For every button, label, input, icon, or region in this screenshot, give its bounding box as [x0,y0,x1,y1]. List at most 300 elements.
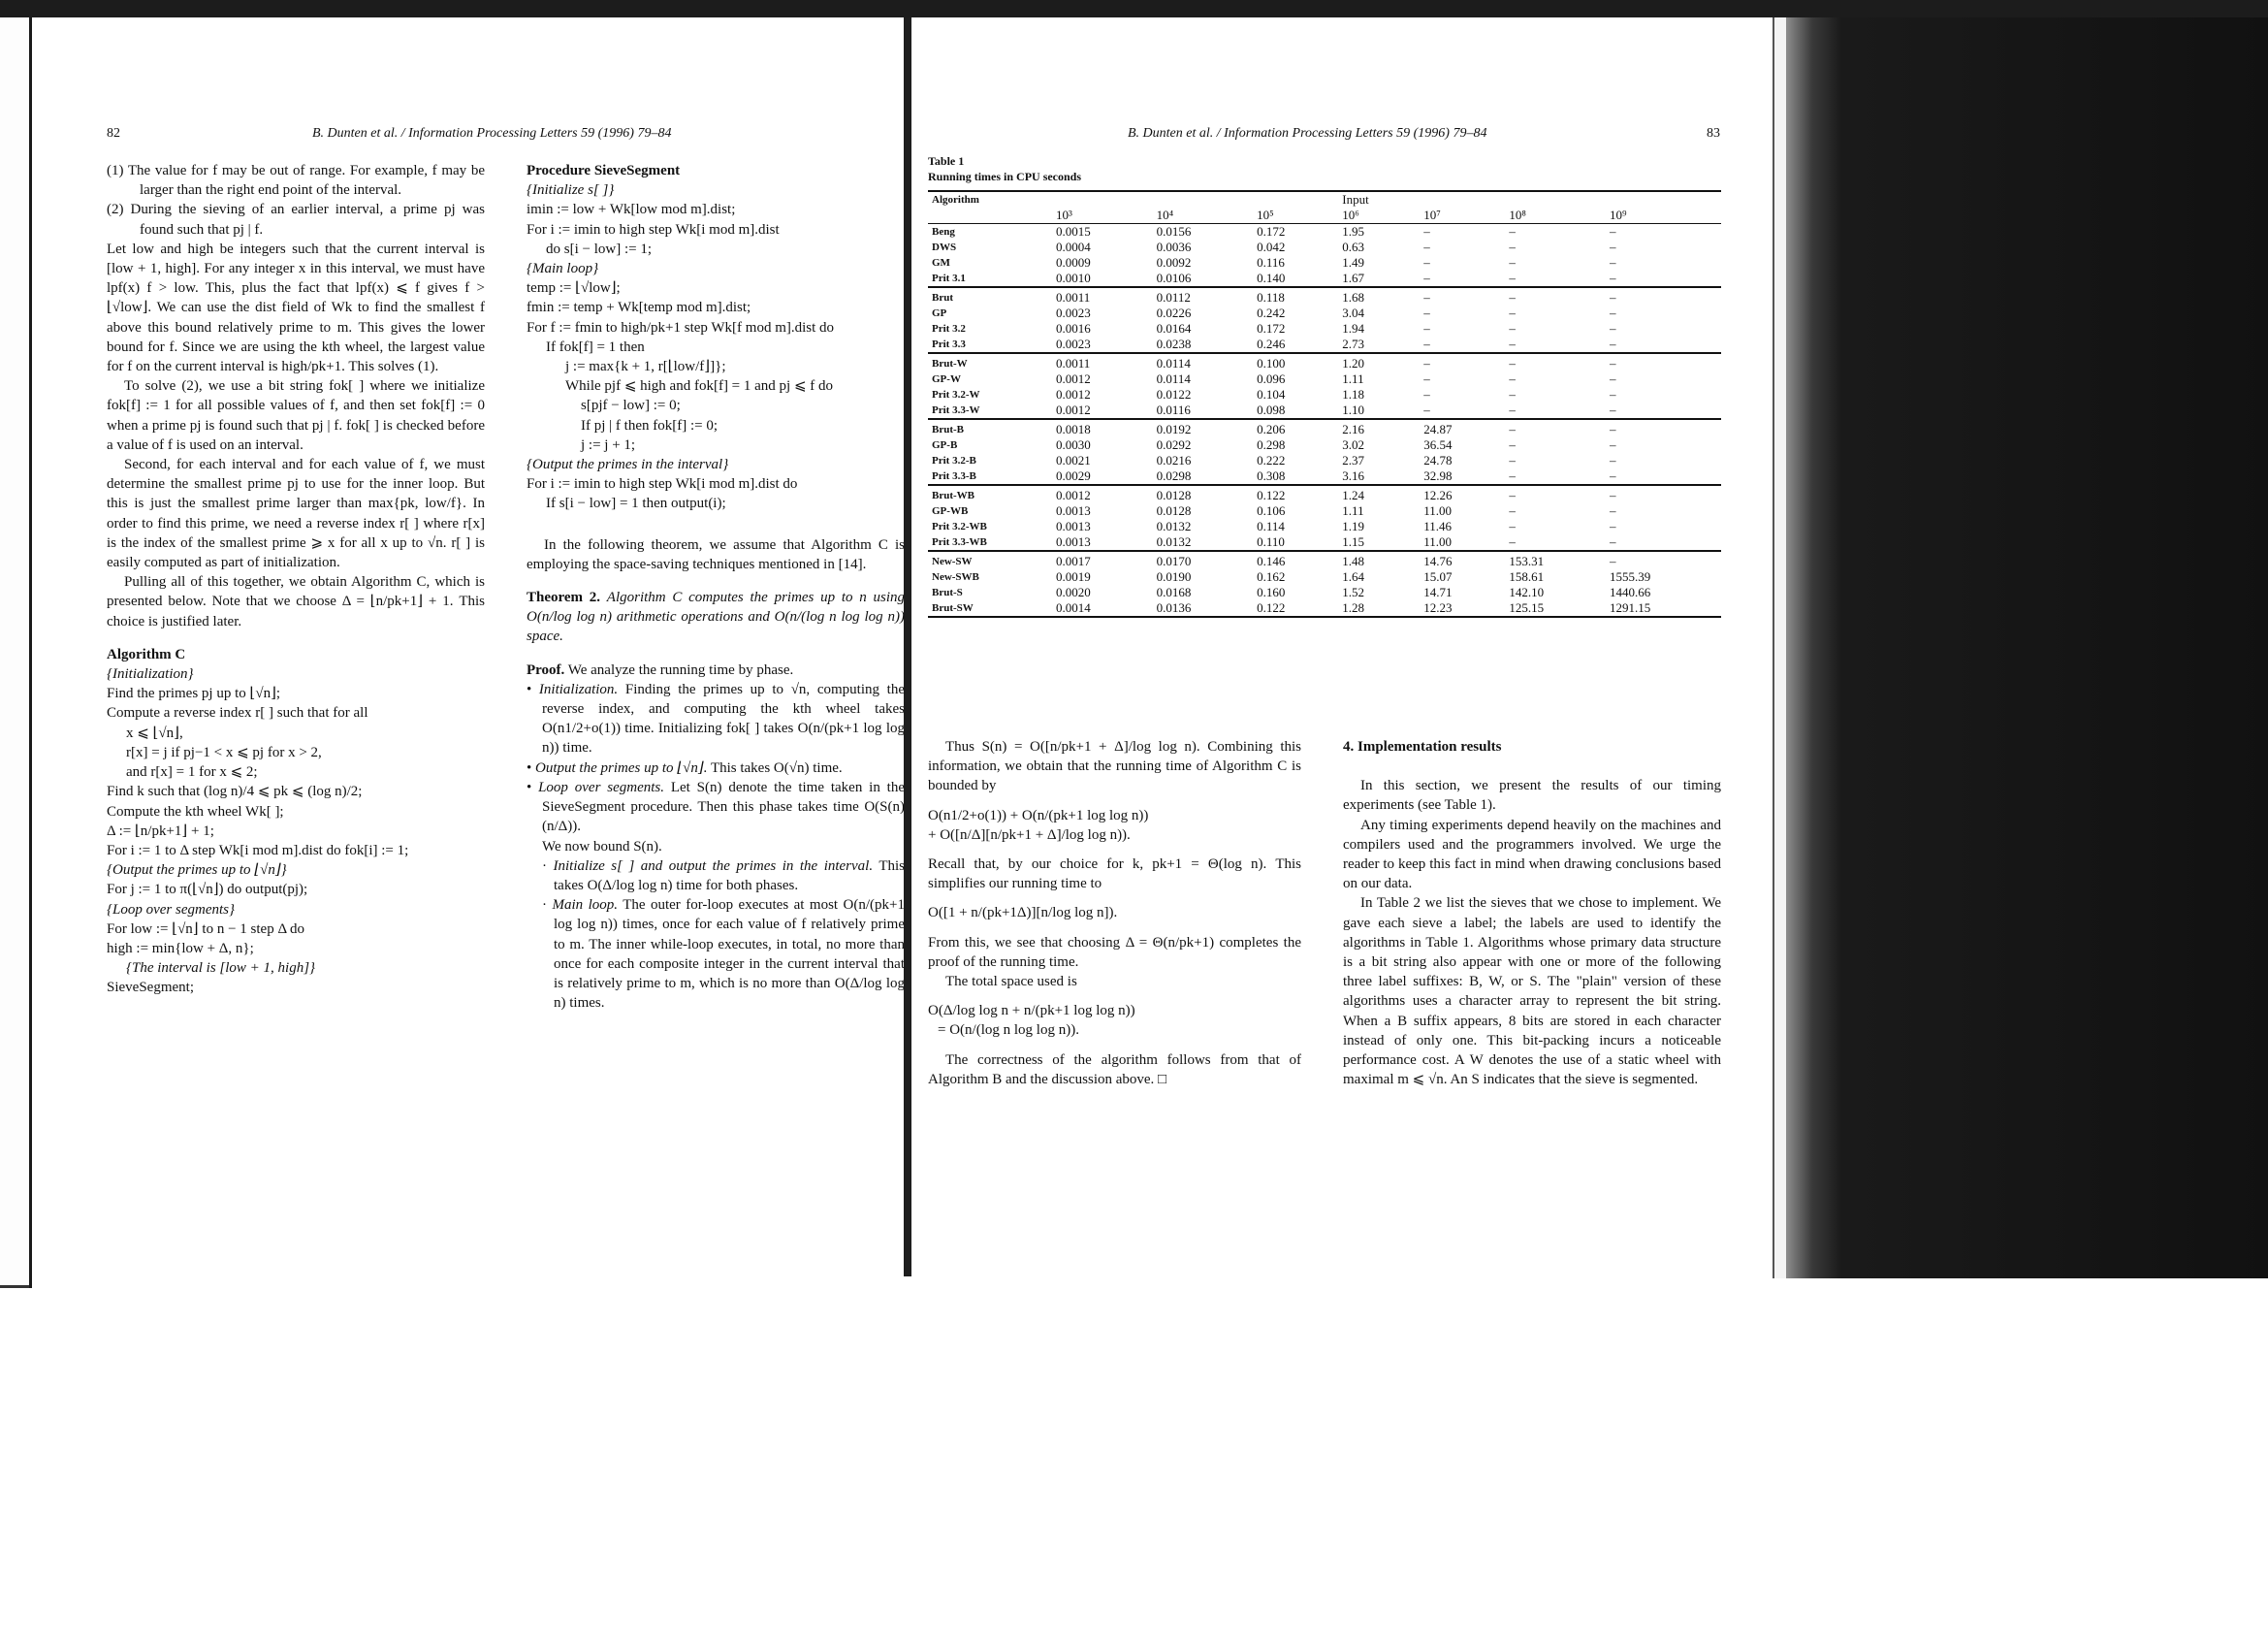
table-cell: – [1609,468,1616,483]
theorem-text: Algorithm C computes the primes up to n using O(n/log log n) arithmetic operations and O(n/(log n log log n)) space. [527,590,906,645]
algorithm-label: Prit 3.3-W [932,404,980,416]
table-cell: – [1505,419,1606,437]
paragraph: In the following theorem, we assume that Algorithm C is employing the space-saving techniques mentioned in [14]. [527,536,905,572]
algorithm-label: New-SW [928,551,1052,569]
proc-line: do s[i − low] := 1; [546,241,652,257]
table-cell: 1.11 [1342,371,1364,386]
paragraph: To solve (2), we use a bit string fok[ ] where we initialize fok[f] := 1 for all possible values of f, and then set fok[f] := 0 when a prime pj is found such that pj | f. fok[ ] is checked before a value of f is used on an interval. [107,378,485,453]
table-header-row [928,208,1721,224]
sub-label: Main loop. [552,897,618,914]
table-cell: 0.298 [1257,437,1286,452]
algo-line: {Initialization} [107,666,194,683]
table-cell: 0.242 [1257,306,1286,320]
algorithm-label: GP [932,307,947,319]
table-cell: 1.68 [1338,287,1420,306]
column-header: 10⁷ [1420,208,1505,224]
table-cell: 0.246 [1257,337,1286,351]
column-header: 10³ [1052,208,1153,224]
table-cell: – [1423,337,1430,351]
table-cell: 0.098 [1257,403,1286,417]
table-row [928,453,1721,468]
equation: O([1 + n/(pk+1Δ)][n/log log n]). [928,905,1118,921]
table-cell: – [1609,321,1616,336]
table-cell: – [1606,287,1721,306]
table-cell: 0.0156 [1153,224,1254,241]
sub-text: The outer for-loop executes at most O(n/(pk+1 log log n)) times, once for each value of f relatively prime to m. The inner while-loop executes, in total, no more than once for each composite integer in the current interval that is relatively prime to m, which is no more than O(Δ/log log n) times. [554,897,905,1012]
column-2 [527,161,905,1013]
page-number-right: 83 [1707,126,1720,141]
theorem-label: Theorem 2. [527,590,601,606]
column-header: 10⁹ [1606,208,1721,224]
table-cell: – [1509,371,1516,386]
table-cell: – [1509,255,1516,270]
table-cell: 0.0010 [1056,271,1091,285]
table-cell: 0.110 [1257,534,1285,549]
table-cell: 11.00 [1423,503,1452,518]
table-cell: 0.116 [1257,255,1285,270]
table-cell: – [1609,534,1616,549]
table-cell: 0.0011 [1052,287,1153,306]
algorithm-c [107,664,485,997]
table-cell: 36.54 [1423,437,1453,452]
table-cell: 0.0009 [1056,255,1091,270]
table-cell: 1.95 [1338,224,1420,241]
column-4 [1343,737,1721,1089]
bullet-label: Initialization. [538,681,619,697]
algorithm-label: Prit 3.3-WB [932,536,987,548]
table-cell: 14.76 [1420,551,1505,569]
proc-line: For i := imin to high step Wk[i mod m].dist [527,221,780,238]
table-cell: 0.0013 [1056,503,1091,518]
table-cell: 0.0029 [1056,468,1091,483]
table-row [928,585,1721,600]
column-header: 10⁵ [1253,208,1338,224]
table-cell: 0.114 [1257,519,1285,533]
table-cell: 0.118 [1253,287,1338,306]
table-cell: 0.0016 [1056,321,1091,336]
table-cell: 0.0128 [1156,503,1192,518]
running-times-table [928,190,1721,618]
table-cell: 1440.66 [1609,585,1651,599]
algorithm-label: Prit 3.2-WB [932,521,987,532]
proc-line: For i := imin to high step Wk[i mod m].dist do [527,476,798,493]
table-cell: 0.140 [1257,271,1286,285]
table-cell: – [1505,485,1606,503]
table-cell: – [1509,519,1516,533]
table-cell: – [1420,353,1505,371]
table-cell: 0.63 [1342,240,1365,254]
table-cell: – [1423,387,1430,402]
table-row [928,353,1721,371]
table-cell: 32.98 [1423,468,1453,483]
table-cell: – [1420,287,1505,306]
algo-line: SieveSegment; [107,980,194,996]
algo-line: and r[x] = 1 for x ⩽ 2; [126,764,258,781]
table-cell: 0.0122 [1156,387,1192,402]
table-cell: – [1505,287,1606,306]
table-cell: – [1609,240,1616,254]
paragraph: Second, for each interval and for each value of f, we must determine the smallest prime pj to use for the inner loop. But this is just the smallest prime larger than max{pk, low/f}. In order to find this prime, we need a reverse index r[ ] where r[x] is the index of the smallest prime ⩾ x for all x up to √n. r[ ] is easily computed as part of initialization. [107,457,485,571]
table-row [928,569,1721,585]
paragraph: From this, we see that choosing Δ = Θ(n/pk+1) completes the proof of the running time. [928,934,1301,970]
running-header-right: B. Dunten et al. / Information Processing Letters 59 (1996) 79–84 [1128,126,1487,141]
table-cell: 24.78 [1423,453,1453,468]
table-cell: 12.26 [1420,485,1505,503]
scan-top-shadow [0,0,2268,17]
bullet-item: • Initialization. Finding the primes up to √n, computing the reverse index, and computing the kth wheel takes O(n1/2+o(1)) time. Initializing fok[ ] takes O(n/(pk+1 log log n)) time. [527,681,905,757]
table-cell: – [1606,485,1721,503]
table-cell: – [1609,403,1616,417]
procedure-title: Procedure SieveSegment [527,163,681,178]
table-cell: 14.71 [1423,585,1453,599]
table-cell: 1.64 [1342,569,1365,584]
table-row [928,437,1721,453]
paragraph: Let low and high be integers such that the current interval is [low + 1, high]. For any integer x in this interval, we must have lpf(x) f > low. This, plus the fact that lpf(x) ⩽ f gives f > ⌊√low⌋. We can use the dist field of Wk to find the smallest f above this bound relatively prime to m. This gives the lower bound for f. Since we are using the kth wheel, the largest value for f on the current interval is high/pk+1. This solves (1). [107,241,485,375]
table-cell: 0.106 [1257,503,1286,518]
paragraph: Any timing experiments depend heavily on the machines and compilers used and the programmers involved. We urge the reader to keep this fact in mind when drawing conclusions based on our data. [1343,817,1721,892]
table-cell: 0.0106 [1156,271,1192,285]
table-cell: 125.15 [1505,600,1606,617]
section-heading: 4. Implementation results [1343,739,1502,755]
table-cell: 0.0013 [1056,519,1091,533]
table-row [928,600,1721,617]
sub-text: This takes O(Δ/log log n) time for both phases. [554,857,905,893]
table-cell: 0.0017 [1052,551,1153,569]
algorithm-label: Brut-S [932,587,963,598]
table-cell: – [1509,468,1516,483]
table-cell: – [1420,224,1505,241]
table-cell: – [1423,306,1430,320]
table-cell: 0.096 [1257,371,1286,386]
table-cell: 0.0128 [1153,485,1254,503]
table-cell: 0.0192 [1153,419,1254,437]
table-header-row [928,191,1721,208]
page-number-left: 82 [107,126,120,141]
table-cell: 0.100 [1253,353,1338,371]
table-row [928,371,1721,387]
table-cell: – [1423,271,1430,285]
table-cell: 0.0132 [1156,519,1192,533]
table-cell: 0.0036 [1156,240,1192,254]
proc-line: {Main loop} [527,261,599,277]
proc-line: imin := low + Wk[low mod m].dist; [527,202,736,218]
table-cell: 0.0170 [1153,551,1254,569]
table-cell: – [1609,503,1616,518]
algorithm-label: Prit 3.3 [932,339,966,350]
bullet-text: Let S(n) denote the time taken in the SieveSegment procedure. Then this phase takes time O(S(n)(n/Δ)). [542,779,905,835]
table-cell: 3.02 [1342,437,1365,452]
table-cell: 0.146 [1253,551,1338,569]
paragraph: The correctness of the algorithm follows from that of Algorithm B and the discussion above. □ [928,1051,1301,1087]
table-cell: 0.222 [1257,453,1286,468]
equation: = O(n/(log n log log n)). [938,1022,1079,1039]
algorithm-title: Algorithm C [107,646,186,662]
table-cell: – [1606,353,1721,371]
algorithm-label: Brut-B [928,419,1052,437]
running-header-left: B. Dunten et al. / Information Processing Letters 59 (1996) 79–84 [312,126,672,141]
proc-line: While pjf ⩽ high and fok[f] = 1 and pj ⩽ f do [565,378,834,395]
algo-line: Compute a reverse index r[ ] such that for all [107,705,368,722]
equation: O(Δ/log log n + n/(pk+1 log log n)) [928,1003,1135,1019]
table-row [928,534,1721,551]
table-cell: 1555.39 [1609,569,1651,584]
table-cell: 1.49 [1342,255,1365,270]
algo-line: Find the primes pj up to ⌊√n⌋; [107,686,281,702]
table-cell: 0.0011 [1052,353,1153,371]
algo-line: {Output the primes up to ⌊√n⌋} [107,862,287,879]
table-cell: 0.308 [1257,468,1286,483]
table-row [928,503,1721,519]
algo-line: For j := 1 to π(⌊√n⌋) do output(pj); [107,882,308,898]
table-cell: 0.0023 [1056,306,1091,320]
table-cell: 12.23 [1420,600,1505,617]
theorem-2 [527,588,905,647]
table-cell: – [1509,403,1516,417]
bullet-label: Output the primes up to ⌊√n⌋. [535,759,708,776]
table-cell: 142.10 [1509,585,1545,599]
table-cell: – [1609,255,1616,270]
paragraph: We now bound S(n). [542,838,662,855]
table-cell: – [1609,519,1616,533]
algo-line: Compute the kth wheel Wk[ ]; [107,803,284,820]
table-cell: 0.0012 [1056,403,1091,417]
proc-line: temp := ⌊√low⌋; [527,280,621,297]
table-cell: – [1609,453,1616,468]
table-row [928,403,1721,419]
table-cell: 0.0004 [1056,240,1091,254]
table-cell: – [1509,453,1516,468]
table-cell: 11.00 [1423,534,1452,549]
procedure-sievesegment [527,180,905,513]
bullet-text: This takes O(√n) time. [710,759,843,776]
table-label: Table 1 [928,154,965,168]
table-cell: 0.122 [1253,485,1338,503]
proc-line: For f := fmin to high/pk+1 step Wk[f mod m].dist do [527,319,835,336]
table-cell: 1.10 [1342,403,1365,417]
table-cell: 0.0013 [1056,534,1091,549]
table-cell: 0.104 [1257,387,1286,402]
table-cell: – [1509,337,1516,351]
page-corner [0,1266,29,1288]
column-header: 10⁶ [1338,208,1420,224]
table-cell: 1.52 [1342,585,1365,599]
algorithm-label: Prit 3.1 [932,273,966,284]
algorithm-label: Beng [928,224,1052,241]
table-cell: 0.0112 [1153,287,1254,306]
algorithm-label: Brut-WB [928,485,1052,503]
table-row [928,287,1721,306]
table-cell: 0.0168 [1156,585,1192,599]
algorithm-label: Brut [928,287,1052,306]
algorithm-label: Prit 3.2 [932,323,966,335]
table-cell: 0.0292 [1156,437,1192,452]
proof-label: Proof. [527,661,565,678]
table-row [928,551,1721,569]
proc-line: {Initialize s[ ]} [527,182,615,199]
table-cell: 1.11 [1342,503,1364,518]
book-gutter [904,17,911,1276]
table-cell: – [1609,371,1616,386]
table-cell: 0.0190 [1156,569,1192,584]
table-row [928,468,1721,485]
table-cell: – [1423,240,1430,254]
table-cell: 0.0114 [1156,371,1191,386]
table-cell: 0.0014 [1052,600,1153,617]
equation: O(n1/2+o(1)) + O(n/(pk+1 log log n)) [928,807,1149,823]
column-1 [107,161,485,998]
table-row [928,240,1721,255]
algorithm-label: Prit 3.2-B [932,455,976,467]
algo-line: For low := ⌊√n⌋ to n − 1 step Δ do [107,920,305,937]
page-left-edge [0,17,32,1288]
table-cell: 0.0020 [1056,585,1091,599]
list-item-2: (2) During the sieving of an earlier interval, a prime pj was found such that pj | f. [107,202,485,238]
algorithm-label: GM [932,257,950,269]
algorithm-label: Prit 3.2-W [932,389,980,401]
table-cell: – [1423,255,1430,270]
table-cell: – [1509,437,1516,452]
table-cell: – [1606,224,1721,241]
algorithm-label: Prit 3.3-B [932,470,976,482]
table-cell: 1.48 [1338,551,1420,569]
table-cell: 0.206 [1253,419,1338,437]
table-cell: 3.04 [1342,306,1365,320]
table-cell: 0.0238 [1156,337,1192,351]
paragraph: Pulling all of this together, we obtain Algorithm C, which is presented below. Note that we choose Δ = ⌊n/pk+1⌋ + 1. This choice is justified later. [107,574,485,629]
table-cell: 1291.15 [1606,600,1721,617]
table-cell: 0.172 [1257,321,1286,336]
bullet-label: Loop over segments. [538,779,665,795]
table-cell: – [1606,551,1721,569]
column-header-input: Input [1338,191,1420,208]
table-cell: 1.18 [1342,387,1365,402]
bullet-item: • Output the primes up to ⌊√n⌋. This takes O(√n) time. [527,759,843,776]
algo-line: Find k such that (log n)/4 ⩽ pk ⩽ (log n)/2; [107,784,363,800]
table-row [928,255,1721,271]
bullet-item: • Loop over segments. Let S(n) denote the time taken in the SieveSegment procedure. Then this phase takes time O(S(n)(n/Δ)). [527,779,905,835]
table-cell: 0.0164 [1156,321,1192,336]
table-cell: – [1609,437,1616,452]
table-cell: 0.0226 [1156,306,1192,320]
table-cell: 0.0114 [1153,353,1254,371]
table-row [928,224,1721,241]
proc-line: s[pjf − low] := 0; [581,398,681,414]
table-row [928,337,1721,353]
table-cell: – [1509,534,1516,549]
table-cell: 2.37 [1342,453,1365,468]
sub-item: · Main loop. The outer for-loop executes at most O(n/(pk+1 log log n)) times, once for each value of f relatively prime to m. The inner while-loop executes, in total, no more than once for each composite integer in the current interval that is relatively prime to m, which is no more than O(Δ/log log n) times. [542,897,905,1012]
table-cell: – [1423,371,1430,386]
table-cell: 1.24 [1338,485,1420,503]
table-cell: – [1509,387,1516,402]
table-cell: 0.0298 [1156,468,1192,483]
table-cell: – [1505,224,1606,241]
algo-line: x ⩽ ⌊√n⌋, [126,725,183,741]
table-cell: 24.87 [1420,419,1505,437]
algo-line: For i := 1 to Δ step Wk[i mod m].dist do fok[i] := 1; [107,842,409,858]
table-cell: 0.0092 [1156,255,1192,270]
algo-line: {Loop over segments} [107,901,235,918]
table-cell: – [1509,306,1516,320]
proof [527,661,905,680]
table-row [928,419,1721,437]
table-row [928,321,1721,337]
table-cell: – [1509,503,1516,518]
table-cell: 3.16 [1342,468,1365,483]
algorithm-label: DWS [932,242,957,253]
table-cell: 1.20 [1338,353,1420,371]
paragraph: Recall that, by our choice for k, pk+1 = Θ(log n). This simplifies our running time to [928,856,1301,892]
column-3 [928,737,1301,1089]
table-cell: 153.31 [1505,551,1606,569]
table-cell: 0.0018 [1052,419,1153,437]
table-cell: 1.15 [1342,534,1365,549]
table-title: Running times in CPU seconds [928,170,1082,183]
table-row [928,387,1721,403]
table-cell: – [1509,240,1516,254]
table-cell: 2.16 [1338,419,1420,437]
table-cell: – [1609,387,1616,402]
table-cell: – [1423,403,1430,417]
table-row [928,485,1721,503]
table-cell: 1.28 [1338,600,1420,617]
paragraph: In this section, we present the results of our timing experiments (see Table 1). [1343,778,1721,814]
proc-line: If pj | f then fok[f] := 0; [581,417,719,434]
proc-line: {Output the primes in the interval} [527,457,729,473]
table-cell: – [1609,337,1616,351]
proof-text: We analyze the running time by phase. [567,661,794,678]
table-cell: 15.07 [1423,569,1453,584]
paragraph: In Table 2 we list the sieves that we chose to implement. We gave each sieve a label; the labels are used to identify the algorithms in Table 1. Algorithms whose primary data structure is a bit string also appear with one or more of the following three label suffixes: B, W, or S. The "plain" version of these algorithms uses a character array to represent the bit string. When a B suffix appears, 8 bits are stored in each character instead of only one. This bit-packing incurs a noticeable performance cost. A W denotes the use of a static wheel with maximal m ⩽ √n. An S indicates that the sieve is segmented. [1343,895,1721,1088]
bullet-text: Finding the primes up to √n, computing the reverse index, and computing the kth wheel takes O(n1/2+o(1)) time. Initializing fok[ ] takes O(n/(pk+1 log log n)) time. [542,681,905,757]
proc-line: j := max{k + 1, r[⌊low/f⌋]}; [565,359,726,375]
algorithm-label: GP-WB [932,505,969,517]
table-cell: 0.0023 [1056,337,1091,351]
table-cell: – [1509,271,1516,285]
proc-line: If s[i − low] = 1 then output(i); [546,496,726,512]
algo-line: Δ := ⌊n/pk+1⌋ + 1; [107,822,214,839]
algo-line: r[x] = j if pj−1 < x ⩽ pj for x > 2, [126,744,322,760]
table-cell: – [1505,353,1606,371]
table-cell: 0.0116 [1156,403,1191,417]
paragraph: Thus S(n) = O([n/pk+1 + Δ]/log log n). Combining this information, we obtain that the running time of Algorithm C is bounded by [928,739,1301,794]
sub-item: · Initialize s[ ] and output the primes in the interval. This takes O(Δ/log log n) time for both phases. [542,857,905,893]
table-cell: 0.0030 [1056,437,1091,452]
list-item-1: (1) The value for f may be out of range. For example, f may be larger than the right end point of the interval. [107,163,485,199]
proc-line: j := j + 1; [581,436,636,453]
scan-right-shadow [1773,17,2268,1278]
paragraph: The total space used is [945,974,1077,990]
table-cell: – [1423,321,1430,336]
table-cell: 1.67 [1342,271,1365,285]
algo-line: {The interval is [low + 1, high]} [126,960,316,977]
table-cell: 0.0136 [1153,600,1254,617]
table-cell: 0.160 [1257,585,1286,599]
table-cell: 1.94 [1342,321,1365,336]
column-header: 10⁸ [1505,208,1606,224]
table-cell: 0.0021 [1056,453,1091,468]
table-cell: 0.0015 [1052,224,1153,241]
proc-line: fmin := temp + Wk[temp mod m].dist; [527,300,751,316]
table-cell: 0.042 [1257,240,1286,254]
algorithm-label: Brut-W [928,353,1052,371]
table-cell: 0.162 [1257,569,1286,584]
table-cell: 1.19 [1342,519,1365,533]
table-cell: – [1606,419,1721,437]
table-row [928,519,1721,534]
table-body [928,224,1721,618]
table-cell: 0.122 [1253,600,1338,617]
